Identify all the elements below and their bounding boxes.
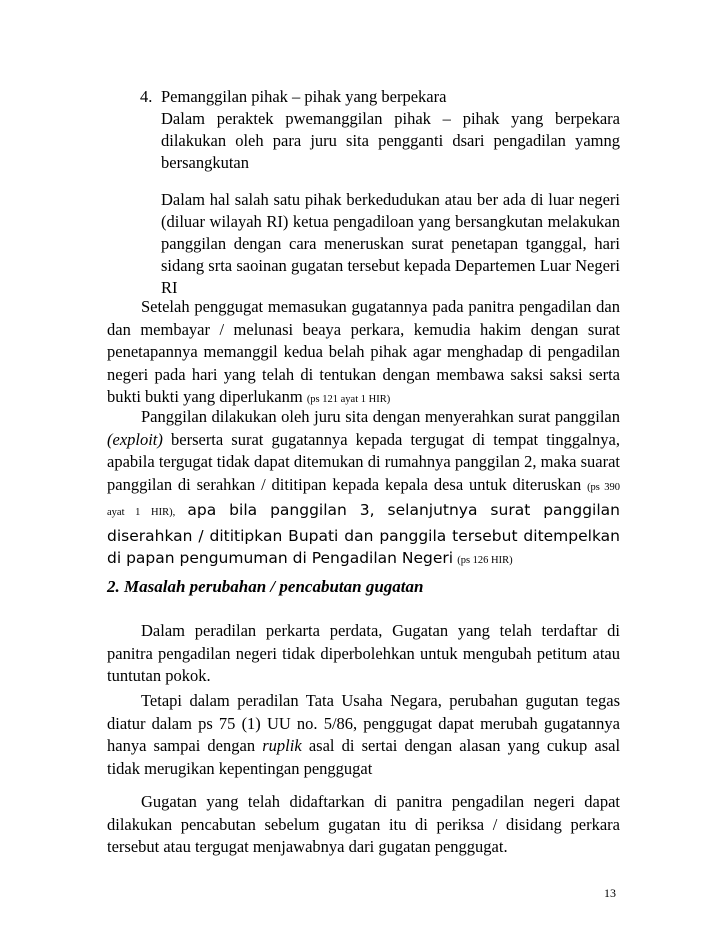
paragraph-text: apa bila panggilan 3, selanjutnya surat panggilan diserahkan / dititipkan Bupati dan panggila tersebut ditempelkan di papan pengumuman di Pengadilan Negeri xyxy=(107,501,620,567)
legal-reference: (ps 121 ayat 1 HIR) xyxy=(306,394,391,405)
legal-reference: (ps 126 HIR) xyxy=(457,555,513,566)
page-number: 13 xyxy=(604,886,616,900)
italic-term: (exploit) xyxy=(107,429,163,449)
paragraph-withdrawal: Gugatan yang telah didaftarkan di panitra pengadilan negeri dapat dilakukan pencabutan sebelum gugatan itu di periksa / disidang perkara tersebut atau tergugat menjawabnya dari gugatan penggugat. xyxy=(107,792,620,856)
paragraph-text: Setelah penggugat memasukan gugatannya pada panitra pengadilan dan dan membayar / melunasi beaya perkara, kemudia hakim dengan surat penetapannya memanggil kedua belah pihak agar menghadap di pengadilan negeri pada hari yang telah di tentukan dengan membawa saksi saksi serta bukti bukti yang diperlukanm xyxy=(107,297,620,406)
paragraph-text: Tetapi dalam peradilan Tata Usaha Negara, perubahan gugutan tegas diatur dalam ps 75 (1) UU no. 5/86, penggugat dapat merubah gugatannya hanya sampai dengan xyxy=(107,691,620,755)
legal-reference: (ps 390 ayat 1 HIR), xyxy=(107,481,620,518)
paragraph-exploit xyxy=(107,406,620,573)
list-item-4 xyxy=(140,86,620,299)
paragraph-civil: Dalam peradilan perkarta perdata, Gugatan yang telah terdaftar di panitra pengadilan negeri tidak diperbolehkan untuk mengubah petitum atau tuntutan pokok. xyxy=(107,621,620,685)
section-heading: 2. Masalah perubahan / pencabutan gugatan xyxy=(107,577,424,596)
paragraph-text: Panggilan dilakukan oleh juru sita dengan menyerahkan surat panggilan xyxy=(141,407,620,426)
list-item-text-2: Dalam hal salah satu pihak berkedudukan atau ber ada di luar negeri (diluar wilayah RI) ketua pengadiloan yang bersangkutan melakukan panggilan dengan cara meneruskan surat penetapan tganggal, hari sidang srta saoinan gugatan tersebut kepada Departemen Luar Negeri RI xyxy=(161,190,620,297)
italic-term: ruplik xyxy=(262,736,302,755)
paragraph-text: berserta surat gugatannya kepada tergugat di tempat tinggalnya, apabila tergugat tidak dapat ditemukan di rumahnya panggilan 2, maka suarat panggilan di serahkan / dititipan kepada kepala desa untuk diteruskan xyxy=(107,429,621,494)
paragraph-text: asal di sertai dengan alasan yang cukup asal tidak merugikan kepentingan penggugat xyxy=(107,736,621,778)
list-item-title: Pemanggilan pihak – pihak yang berpekara xyxy=(161,87,447,106)
paragraph-tun xyxy=(107,690,620,780)
paragraph-summons xyxy=(107,296,620,412)
list-item-text-1: Dalam peraktek pwemanggilan pihak – pihak yang berpekara dilakukan oleh para juru sita pengganti dsari pengadilan yamng bersangkutan xyxy=(161,109,620,172)
list-number: 4. xyxy=(140,87,153,106)
